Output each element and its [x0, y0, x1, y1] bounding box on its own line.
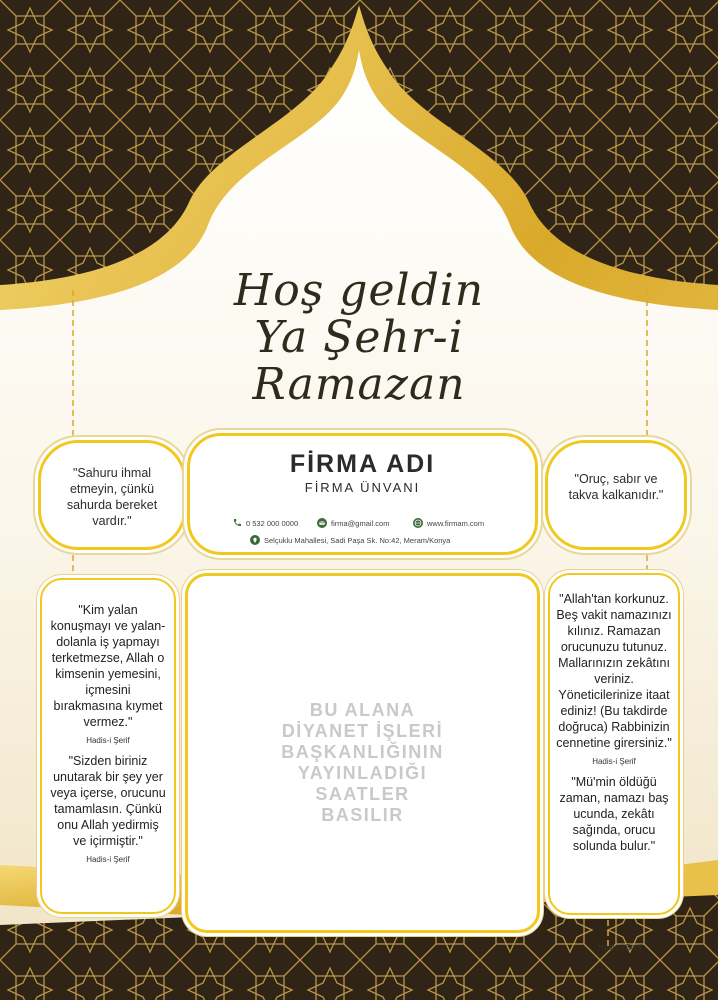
company-web	[413, 518, 484, 528]
left-scroll	[40, 578, 176, 914]
right-quote-2: "Mü'min öldüğü zaman, namazı baş ucunda, zekâtı sağında, orucu solunda bulur."	[559, 775, 669, 853]
left-source-1: Hadis-i Şerif	[86, 736, 130, 745]
left-source-2: Hadis-i Şerif	[86, 855, 130, 864]
company-address-text: Selçuklu Mahallesi, Sadi Paşa Sk. No:42, Meram/Konya	[264, 535, 451, 545]
phone-icon	[232, 518, 242, 528]
left-plate-quote: "Sahuru ihmal etmeyin, çünkü sahurda bereket vardır."	[66, 466, 158, 528]
company-phone-text: 0 532 000 0000	[246, 518, 299, 528]
title-line-2: Ya Şehr-i	[254, 312, 464, 363]
company-email-text: firma@gmail.com	[331, 518, 390, 528]
prayer-times-placeholder	[188, 700, 537, 826]
company-email	[317, 518, 389, 528]
company-web-text: www.firmam.com	[427, 518, 485, 528]
web-icon	[413, 518, 423, 528]
email-icon	[317, 518, 327, 528]
right-plate-quote: "Oruç, sabır ve takva kalkanıdır."	[568, 472, 664, 502]
company-subtitle: FİRMA ÜNVANI	[304, 480, 421, 495]
company-phone	[232, 518, 298, 528]
left-plate	[38, 440, 186, 550]
left-quote-2: "Sizden biriniz unutarak bir şey yer veya içerse, orucunu tamamlasın. Çünkü onu Allah yedirmiş ve içirmiştir."	[50, 754, 166, 848]
location-icon	[250, 535, 260, 545]
left-quote-1: "Kim yalan konuşmayı ve yalan-dolanla iş yapmayı terketmezse, Allah o kimsenin yemesini, içmesini bırakmasına kıymet vermez."	[50, 603, 166, 729]
right-source-1: Hadis-i Şerif	[592, 757, 636, 766]
center-line-2: DİYANET İŞLERİ	[281, 721, 444, 741]
right-source-2: Hadis-i Şerif	[598, 943, 642, 952]
center-line-3: BAŞKANLIĞININ	[281, 742, 444, 762]
right-plate	[545, 440, 687, 550]
company-card	[187, 433, 538, 555]
title-line-3: Ramazan	[252, 359, 466, 410]
company-name: FİRMA ADI	[289, 450, 436, 478]
right-scroll	[548, 573, 680, 915]
company-address	[250, 535, 450, 545]
center-line-4: YAYINLADIĞI	[297, 763, 428, 783]
center-line-1: BU ALANA	[309, 700, 416, 720]
title-line-1: Hoş geldin	[233, 265, 485, 316]
right-quote-1: "Allah'tan korkunuz. Beş vakit namazınızı kılınız. Ramazan orucunuzu tutunuz. Mallarınızın zekâtını veriniz. Yöneticilerinize itaat ediniz! (Bu takdirde doğruca) Rabbinizin cennetine girersiniz."	[556, 592, 672, 750]
center-line-5: SAATLER	[315, 784, 410, 804]
prayer-times-box	[185, 573, 540, 933]
center-line-6: BASILIR	[321, 805, 404, 825]
